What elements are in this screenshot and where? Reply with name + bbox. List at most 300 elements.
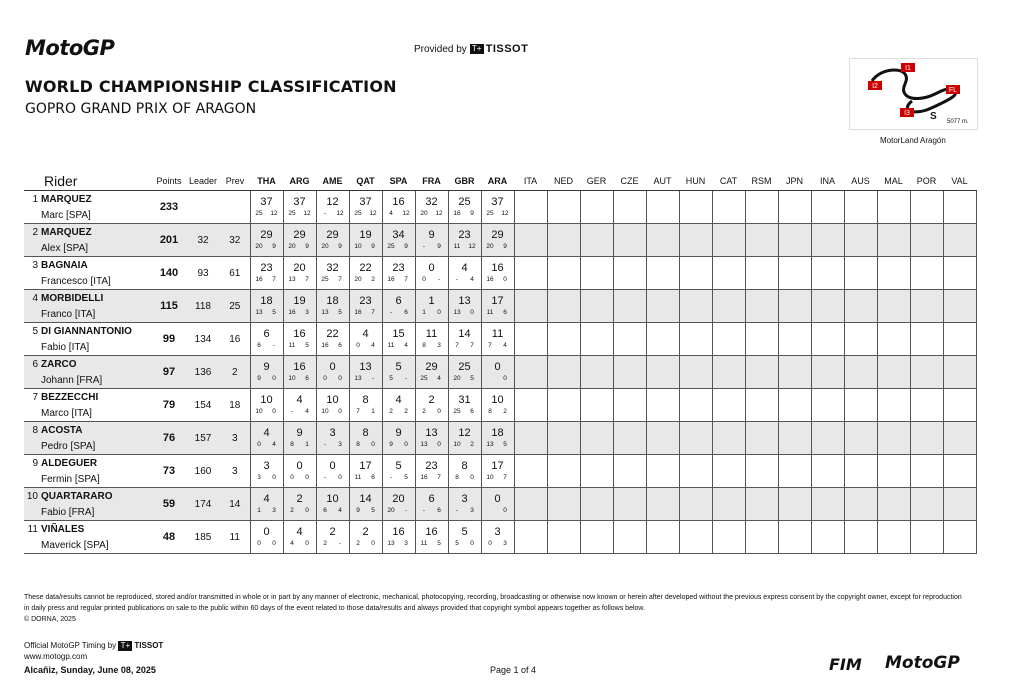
race-result [283,323,316,356]
race-total: 8 [362,427,369,439]
race-breakdown [251,341,283,351]
race-breakdown [251,275,283,285]
race-total: 19 [359,229,372,241]
race-total: 37 [260,196,273,208]
race-header: GER [580,172,613,191]
race-result-empty [943,257,976,290]
race-header: ARG [283,172,316,191]
race-result-empty [613,191,646,224]
race-result-empty [679,521,712,554]
race-header: RSM [745,172,778,191]
race-result [382,389,415,422]
race-points: 9 [356,507,360,514]
race-breakdown [284,308,316,318]
race-total: 6 [395,295,402,307]
race-total: 19 [293,295,306,307]
race-result-empty [910,257,943,290]
race-total: 0 [329,460,336,472]
race-total: 22 [359,262,372,274]
race-breakdown [317,374,349,384]
race-breakdown [449,242,481,252]
race-result [283,191,316,224]
race-total: 10 [260,394,273,406]
race-result [316,521,349,554]
race-breakdown [482,407,514,417]
gap-leader: 32 [186,224,220,257]
sprint-points: 12 [303,210,311,217]
race-breakdown [449,407,481,417]
classification-table [24,172,977,554]
race-result-empty [679,389,712,422]
race-points: 6 [257,342,261,349]
race-total: 4 [296,526,303,538]
race-points: 4 [290,540,294,547]
race-result-empty [844,488,877,521]
timing-brand: TISSOT [134,641,164,651]
race-total: 13 [458,295,471,307]
race-result [481,290,514,323]
race-total: 11 [425,328,438,340]
race-result-empty [877,257,910,290]
race-result [316,356,349,389]
sprint-points: 6 [503,309,507,316]
race-result [250,290,283,323]
race-result [316,191,349,224]
race-points: 13 [255,309,263,316]
race-breakdown [482,341,514,351]
race-result-empty [679,323,712,356]
points: 48 [152,521,186,554]
race-breakdown [416,209,448,219]
race-result-empty [547,521,580,554]
race-total: 6 [428,493,435,505]
race-result-empty [745,257,778,290]
position: 7 [32,391,38,403]
race-breakdown [284,275,316,285]
race-points: 13 [486,441,494,448]
race-breakdown [449,506,481,516]
race-result-empty [844,422,877,455]
sprint-points: 12 [402,210,410,217]
race-points: 16 [354,309,362,316]
race-breakdown [284,440,316,450]
race-result [316,389,349,422]
sprint-points: 0 [470,474,474,481]
race-result [349,521,382,554]
race-points: 11 [387,342,395,349]
race-total: 2 [428,394,435,406]
race-result [349,224,382,257]
race-points: - [455,276,459,283]
race-total: 12 [458,427,471,439]
sprint-points: - [272,342,276,349]
race-result-empty [679,257,712,290]
race-result-empty [547,455,580,488]
rider-cell [24,389,152,422]
table-row [24,191,976,224]
race-total: 16 [491,262,504,274]
race-result [448,422,481,455]
race-total: 14 [458,328,471,340]
position: 2 [32,226,38,238]
race-points: 11 [420,540,428,547]
race-points: 4 [389,210,393,217]
race-result [316,224,349,257]
rider-firstname: Fabio [FRA] [41,506,95,518]
race-header: INA [811,172,844,191]
race-points: 11 [288,342,296,349]
race-points: 0 [356,342,360,349]
race-result [382,521,415,554]
race-points: 16 [288,309,296,316]
race-result-empty [547,488,580,521]
race-header: HUN [679,172,712,191]
gap-prev [220,191,250,224]
race-result [448,488,481,521]
race-breakdown [350,209,382,219]
race-breakdown [251,308,283,318]
position: 11 [27,523,38,535]
race-result-empty [910,422,943,455]
race-breakdown [284,209,316,219]
race-result-empty [580,224,613,257]
race-points: 10 [321,408,329,415]
sprint-points: 9 [404,243,408,250]
race-result-empty [910,521,943,554]
track-i1-label: I1 [905,65,911,72]
race-result-empty [547,257,580,290]
sprint-points: 4 [371,342,375,349]
race-breakdown [317,407,349,417]
race-points: 25 [288,210,296,217]
race-result-empty [745,521,778,554]
points: 140 [152,257,186,290]
race-total: 20 [293,262,306,274]
race-header: AUT [646,172,679,191]
race-points: 10 [255,408,263,415]
race-total: 25 [458,361,471,373]
race-total: 16 [392,526,405,538]
race-total: 18 [326,295,339,307]
race-total: 34 [392,229,405,241]
rider-cell [24,290,152,323]
race-result-empty [580,422,613,455]
race-header: SPA [382,172,415,191]
points: 97 [152,356,186,389]
race-total: 10 [326,394,339,406]
sprint-points: 4 [404,342,408,349]
race-result-empty [910,488,943,521]
race-points: 0 [323,375,327,382]
race-total: 4 [461,262,468,274]
race-breakdown [383,473,415,483]
race-breakdown [482,209,514,219]
race-points: 2 [356,540,360,547]
race-points: 0 [488,540,492,547]
track-name: MotorLand Aragón [880,136,946,145]
gap-leader [186,191,220,224]
sprint-points: 9 [503,243,507,250]
race-result-empty [712,521,745,554]
table-row [24,488,976,521]
race-total: 13 [359,361,372,373]
position: 10 [26,490,38,502]
sprint-points: 5 [404,474,408,481]
sprint-points: 12 [468,243,476,250]
race-result [250,521,283,554]
race-total: 16 [392,196,405,208]
race-points: 5 [455,540,459,547]
race-points: 16 [255,276,263,283]
race-result-empty [778,521,811,554]
sprint-points: 0 [305,474,309,481]
sprint-points: 7 [305,276,309,283]
race-result-empty [910,455,943,488]
race-total: 12 [326,196,339,208]
page-number: Page 1 of 4 [490,665,537,675]
race-result-empty [910,224,943,257]
race-total: 23 [260,262,273,274]
race-points: 25 [255,210,263,217]
official-timing [24,641,163,651]
race-result [415,356,448,389]
rider-surname: MORBIDELLI [41,292,104,304]
race-result [415,422,448,455]
race-result [250,323,283,356]
race-result-empty [877,224,910,257]
race-result-empty [580,257,613,290]
race-result-empty [547,224,580,257]
race-total: 17 [491,295,504,307]
race-total: 23 [458,229,471,241]
sprint-points: 2 [371,276,375,283]
table-row [24,422,976,455]
race-result-empty [679,422,712,455]
race-breakdown [350,407,382,417]
table-header-row [24,172,976,191]
race-result-empty [811,488,844,521]
points: 233 [152,191,186,224]
sprint-points: 9 [470,210,474,217]
race-total: 4 [395,394,402,406]
gap-leader: 118 [186,290,220,323]
race-result-empty [514,323,547,356]
race-result [316,290,349,323]
race-header: NED [547,172,580,191]
race-header: CZE [613,172,646,191]
race-points: 13 [321,309,329,316]
rider-cell [24,224,152,257]
sprint-points: 6 [437,507,441,514]
race-breakdown [482,275,514,285]
race-result-empty [712,323,745,356]
race-result-empty [745,356,778,389]
race-points: 20 [354,276,362,283]
points: 79 [152,389,186,422]
race-result-empty [679,191,712,224]
sprint-points: 4 [470,276,474,283]
race-result [382,191,415,224]
race-result-empty [778,389,811,422]
rider-cell [24,455,152,488]
race-result [250,422,283,455]
table-row [24,257,976,290]
race-breakdown [284,407,316,417]
race-breakdown [383,209,415,219]
race-points: 25 [321,276,329,283]
race-points: 20 [453,375,461,382]
race-result-empty [712,191,745,224]
race-result [349,257,382,290]
race-total: 23 [392,262,405,274]
race-points: 20 [255,243,263,250]
timing-label: Official MotoGP Timing by [24,641,117,651]
sprint-points: 0 [503,507,507,514]
race-total: 29 [326,229,339,241]
race-result [349,191,382,224]
race-breakdown [251,209,283,219]
race-breakdown [284,374,316,384]
race-points: 6 [323,507,327,514]
sprint-points: 0 [503,276,507,283]
race-breakdown [383,242,415,252]
race-points: 16 [420,474,428,481]
rider-surname: BEZZECCHI [41,391,99,403]
race-header: QAT [349,172,382,191]
race-result-empty [745,323,778,356]
race-breakdown [416,275,448,285]
sprint-points: 9 [371,243,375,250]
race-breakdown [251,242,283,252]
race-breakdown [383,308,415,318]
race-points: - [389,474,393,481]
gap-prev: 3 [220,422,250,455]
race-result-empty [712,455,745,488]
race-result-empty [844,521,877,554]
tissot-icon: T+ [118,641,132,651]
rider-firstname: Marco [ITA] [41,407,92,419]
race-points: 8 [290,441,294,448]
sprint-points: 6 [338,342,342,349]
race-points: 8 [356,441,360,448]
race-result-empty [514,257,547,290]
race-result-empty [844,191,877,224]
race-points: 8 [455,474,459,481]
sprint-points: 6 [404,309,408,316]
provided-by-label: Provided by [414,44,467,55]
sprint-points: 3 [437,342,441,349]
race-result-empty [877,191,910,224]
race-result [448,521,481,554]
sprint-points: 0 [470,540,474,547]
race-result-empty [712,356,745,389]
race-total: 0 [329,361,336,373]
race-total: 16 [293,328,306,340]
race-total: 6 [263,328,270,340]
race-points: 2 [323,540,327,547]
race-points: 20 [288,243,296,250]
race-breakdown [317,209,349,219]
race-total: 37 [491,196,504,208]
sprint-points: - [404,507,408,514]
rider-firstname: Franco [ITA] [41,308,96,320]
race-result-empty [580,389,613,422]
rider-cell [24,356,152,389]
race-result-empty [910,356,943,389]
race-points: 25 [387,243,395,250]
race-result-empty [778,422,811,455]
race-breakdown [482,374,514,384]
position: 3 [32,259,38,271]
race-points: 20 [420,210,428,217]
race-result-empty [844,356,877,389]
race-total: 3 [329,427,336,439]
race-result-empty [547,323,580,356]
race-result-empty [679,224,712,257]
race-points: 20 [486,243,494,250]
race-total: 8 [461,460,468,472]
race-breakdown [251,506,283,516]
race-total: 29 [491,229,504,241]
rider-firstname: Pedro [SPA] [41,440,96,452]
rider-cell [24,191,152,224]
race-result-empty [514,455,547,488]
race-result-empty [778,356,811,389]
race-total: 16 [425,526,438,538]
sprint-points: 3 [404,540,408,547]
race-result [481,224,514,257]
race-result [382,356,415,389]
race-result-empty [646,356,679,389]
track-length: 5077 m. [947,119,969,125]
race-breakdown [251,440,283,450]
gap-prev: 2 [220,356,250,389]
motogp-logo: MotoGP [25,36,115,60]
race-header: VAL [943,172,976,191]
race-result [349,356,382,389]
race-header: ITA [514,172,547,191]
race-breakdown [449,539,481,549]
sprint-points: 0 [437,309,441,316]
race-points: 2 [389,408,393,415]
race-result-empty [547,356,580,389]
race-result [250,488,283,521]
race-points: - [323,210,327,217]
gap-leader: 157 [186,422,220,455]
race-result [382,290,415,323]
race-result [448,224,481,257]
race-result-empty [679,356,712,389]
rider-cell [24,521,152,554]
race-result-empty [712,290,745,323]
race-breakdown [317,539,349,549]
race-header: ARA [481,172,514,191]
table-row [24,455,976,488]
race-total: 32 [425,196,438,208]
rider-cell [24,488,152,521]
race-breakdown [317,473,349,483]
rider-firstname: Johann [FRA] [41,374,103,386]
race-points: - [422,507,426,514]
race-header: FRA [415,172,448,191]
race-result [283,257,316,290]
race-result [448,257,481,290]
sprint-points: 0 [338,408,342,415]
race-result [448,455,481,488]
race-result [448,191,481,224]
race-result-empty [547,389,580,422]
race-breakdown [449,275,481,285]
